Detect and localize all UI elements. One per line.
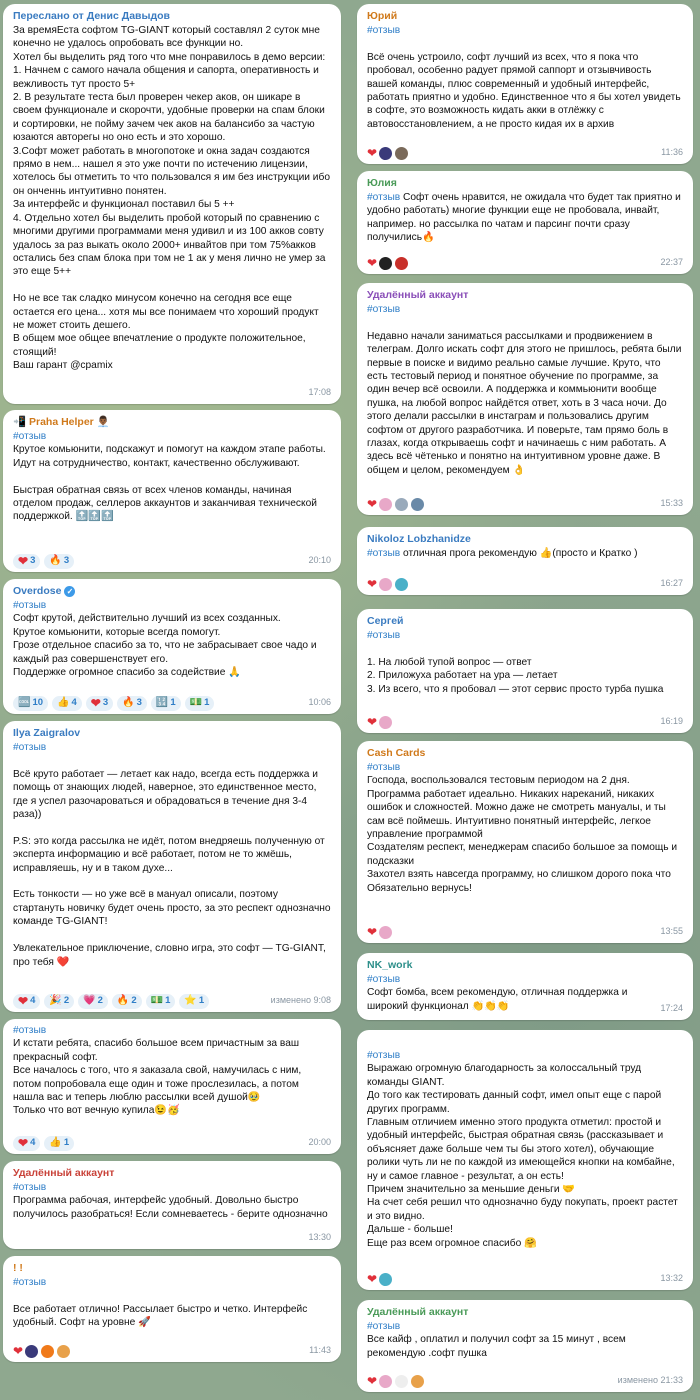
timestamp: 10:06	[308, 697, 331, 708]
reaction-heart[interactable]: ❤	[367, 1272, 378, 1286]
timestamp: 13:30	[308, 1232, 331, 1243]
hashtag-link[interactable]: #отзыв	[367, 974, 401, 985]
message-bubble[interactable]	[357, 1030, 693, 1290]
message-text: Крутое комьюнити, подскажут и помогут на каждом этапе работы. Идут на сотрудничество, контакт, качественно обслуживают. Быстрая обратная связь от всех членов команды, начиная отделом продаж, селлеров аккаунтов и заканчивая технической поддержкой. 🔝🔝🔝	[13, 444, 326, 523]
reaction-heart[interactable]: ❤ 3	[86, 696, 113, 711]
timestamp: изменено 9:08	[270, 995, 331, 1006]
avatar	[394, 497, 409, 512]
message-bubble[interactable]	[3, 721, 341, 1012]
reaction-fire[interactable]: 🔥 3	[44, 554, 74, 569]
reactions	[367, 577, 409, 592]
message-text: #отзыв отличная прога рекомендую 👍(просто и Кратко )	[367, 548, 638, 559]
message-bubble[interactable]	[357, 4, 693, 164]
avatar	[410, 1374, 425, 1389]
reaction-heart[interactable]: ❤ 4	[13, 994, 40, 1009]
message-text: Недавно начали заниматься рассылками и продвижением в телеграм. Долго искать софт для этого не пришлось, ребята были первые в поиске и видимо реально самые лучшие. Круто, что есть тестовый период и понятное обучение по программе, за один вечер всё освоили. А поддержка и коммьюнити вообще пушка, на любой вопрос найдётся ответ, хоть в 3 часа ночи. До этого делали рассылки в инстаграм и пользовались другим софтом от другого разработчика. И поверьте, там прямо боль в глазах, когда открываешь софт и начинаешь с ним работать. А здесь всё чётенько и понятно на интуитивном уровне даже. В общем и целом, рекомендуем 👌	[367, 330, 682, 476]
reactions	[367, 1374, 425, 1389]
reaction-chip[interactable]: 🔢 1	[151, 696, 181, 711]
avatar	[394, 577, 409, 592]
reactions	[367, 256, 409, 271]
reactions	[367, 925, 393, 940]
sender-name[interactable]: Сергей	[367, 615, 404, 627]
hashtag-link[interactable]: #отзыв	[13, 1182, 47, 1193]
sender-name[interactable]: Cash Cards	[367, 747, 426, 759]
hashtag-link[interactable]: #отзыв	[367, 192, 401, 203]
reaction-chip[interactable]: 💗 2	[78, 994, 108, 1009]
hashtag-link[interactable]: #отзыв	[13, 1025, 47, 1036]
timestamp: 16:27	[660, 578, 683, 589]
message-text: Выражаю огромную благодарность за колоссальный труд команды GIANT. До того как тестировать данный софт, имел опыт еще с парой других программ. Главным отличием именно этого продукта отметил: простой и удобный интерфейс, быстрая обратная связь (рассказывает и объясняет даже больше чем ты бы этого хотел), обучающие ролики чуть ли не по каждой из имеющейся кнопки на комбайне, ну и самое главное - результат, а он есть! Причем значительно за меньшие деньги 🤝 На счет себя решил что однозначно буду покупать, проект растет и это видно. Дальше - больше! Еще раз всем огромное спасибо 🤗	[367, 1063, 678, 1249]
reaction-heart[interactable]: ❤	[367, 925, 378, 939]
avatar	[378, 1272, 393, 1287]
hashtag-link[interactable]: #отзыв	[367, 762, 401, 773]
avatar	[394, 256, 409, 271]
timestamp: изменено 21:33	[617, 1375, 683, 1386]
message-text: Господа, воспользовался тестовым периодом на 2 дня. Программа работает идеально. Никаких нареканий, никаких ошибок и сложностей. Можно даже не смотреть мануалы, и ты сам всё поймешь. Интуитивно понятный интерфейс, легкое управление программой Создателям респект, менеджерам спасибо большое за помощь и подсказки Захотел взять навсегда программу, но слишком дорого пока что Обязательно вернусь!	[367, 775, 678, 894]
avatar	[378, 256, 393, 271]
message-text: Все работает отлично! Рассылает быстро и четко. Интерфейс удобный. Софт на уровне 🚀	[13, 1303, 308, 1329]
avatar	[56, 1344, 71, 1359]
reaction-heart[interactable]: ❤	[367, 256, 378, 270]
message-bubble[interactable]	[3, 1256, 341, 1362]
sender-name[interactable]: Удалённый аккаунт	[13, 1167, 115, 1179]
timestamp: 16:19	[660, 716, 683, 727]
reactions	[367, 1272, 393, 1287]
reactions	[13, 696, 214, 711]
hashtag-link[interactable]: #отзыв	[13, 600, 47, 611]
sender-name[interactable]: NK_work	[367, 959, 413, 971]
message-bubble[interactable]	[357, 741, 693, 943]
reaction-heart[interactable]: ❤	[367, 146, 378, 160]
reaction-chip[interactable]: 🔥 3	[117, 696, 147, 711]
reaction-chip[interactable]: 🔥 2	[112, 994, 142, 1009]
reaction-chip[interactable]: 💵 1	[146, 994, 176, 1009]
reactions	[367, 715, 393, 730]
avatar	[378, 1374, 393, 1389]
reaction-chip[interactable]: 🎉 2	[44, 994, 74, 1009]
avatar	[378, 715, 393, 730]
message-bubble[interactable]	[357, 283, 693, 515]
sender-name[interactable]: 📲 Praha Helper 👨🏾‍💼	[13, 416, 110, 428]
timestamp: 17:24	[660, 1003, 683, 1014]
sender-name[interactable]: Удалённый аккаунт	[367, 289, 469, 301]
message-text: 1. На любой тупой вопрос — ответ 2. Приложуха работает на ура — летает 3. Из всего, что я пробовал — этот сервис просто турба пушка	[367, 656, 664, 695]
reaction-chip[interactable]: 👍 1	[44, 1136, 74, 1151]
reaction-chip[interactable]: 🆒 10	[13, 696, 48, 711]
message-bubble[interactable]	[3, 4, 341, 404]
message-text: Все кайф , оплатил и получил софт за 15 минут , всем рекомендую .софт пушка	[367, 1334, 629, 1359]
message-bubble[interactable]	[357, 1300, 693, 1392]
reaction-heart[interactable]: ❤	[367, 577, 378, 591]
avatar	[394, 1374, 409, 1389]
reaction-heart[interactable]: ❤ 3	[13, 554, 40, 569]
avatar	[378, 577, 393, 592]
avatar	[378, 925, 393, 940]
timestamp: 17:08	[308, 387, 331, 398]
hashtag-link[interactable]: #отзыв	[367, 548, 401, 559]
verified-icon: ✓	[64, 586, 75, 597]
avatar	[394, 146, 409, 161]
message-text: За времяЕста софтом TG-GIANT который составлял 2 суток мне конечно не удалось опробовать все функции но. Хотел бы выделить ряд того что мне понравилось в демо версии: 1. Начнем с самого начала общения и сапорта, оперативность и вежливость тут просто 5+ 2. В результате теста был проверен чекер аков, он шикаре в своем функционале и скорочти, удобные проверки на спам блоки и сортировки, не пойму зачем чек аков на балансибо за частую юзаются авторегы но оно есть и это хорошо. 3.Софт может работать в многопотоке и окна задач создаются прямо в нем... нашел я это уже почти по истечению лицензии, хотелось бы отметить то что пользовался я им без инструкции ибо он онченнь интуитивно понятен. За интерфейс и функционал поставил бы 5 ++ 4. Отдельно хотел бы выделить пробой который по сравнению с многими другими программами меня удивил и из 100 акков совту удалось за раз выкать около 2000+ инвайтов при том 75%акков остались без спам блока при том не 1 ак у меня лично не умер за это еще 5++ Но не все так сладко минусом конечно на сегодня все еще остается его цена... хотя мы все понимаем что хороший продукт не может стоить дешего. В общем мое общее впечатление о продукте положительное, стоящий! Ваш гарант @cpamix	[13, 25, 330, 372]
message-text: Всё круто работает — летает как надо, всегда есть поддержка и помощь от знающих людей, наверное, это единственное место, где я успел разочароваться и обрадоваться в течение дня 3-4 раза)) P.S: это когда рассылка не идёт, потом внедряешь полученную от эксперта информацию и всё работает, потом не то жмёшь, исправляешь, ну и в таком духе... Есть тонкости — но уже всё в мануал описали, поэтому стартануть новичку будет очень просто, за это респект однозначно команде TG-GIANT! Увлекательное приключение, словно игра, это софт — TG-GIANT, про тебя ❤️	[13, 768, 331, 968]
reactions	[13, 994, 209, 1009]
avatar	[24, 1344, 39, 1359]
sender-name[interactable]: Overdose ✓	[13, 584, 331, 598]
reaction-chip[interactable]: 💵 1	[185, 696, 215, 711]
avatar	[40, 1344, 55, 1359]
message-text: Всё очень устроило, софт лучший из всех, что я пока что пробовал, особенно радует прямой саппорт и отзывчивость вашей команды, плюс современный и удобный интерфейс, работать приятно и удобно. Единственное что я бы хотел увидеть в софте, это возможность кидать акки в отлёжку с автовосстановлением, а не просто кидая их в архив	[367, 51, 681, 130]
reactions	[13, 1136, 74, 1151]
reaction-chip[interactable]: ⭐ 1	[179, 994, 209, 1009]
timestamp: 13:55	[660, 926, 683, 937]
sender-name[interactable]: Юрий	[367, 10, 398, 22]
reactions	[13, 554, 74, 569]
sender-name[interactable]: ! !	[13, 1262, 23, 1274]
hashtag-link[interactable]: #отзыв	[367, 1321, 401, 1332]
timestamp: 20:10	[308, 555, 331, 566]
avatar	[378, 146, 393, 161]
timestamp: 15:33	[660, 498, 683, 509]
hashtag-link[interactable]: #отзыв	[367, 25, 401, 36]
hashtag-link[interactable]: #отзыв	[367, 304, 401, 315]
message-bubble[interactable]	[3, 410, 341, 572]
message-text: #отзыв Софт очень нравится, не ожидала что будет так приятно и удобно работать) многие функции еще не пробовала, инвайт, например. но рассылка по чатам и парсинг почти сразу получились🔥	[367, 192, 684, 244]
reaction-heart[interactable]: ❤	[367, 1374, 378, 1388]
reaction-heart[interactable]: ❤	[367, 497, 378, 511]
hashtag-link[interactable]: #отзыв	[13, 1277, 47, 1288]
message-bubble[interactable]	[3, 1019, 341, 1154]
sender-name[interactable]: Nikoloz Lobzhanidze	[367, 533, 471, 545]
reactions	[367, 497, 425, 512]
reactions	[13, 1344, 71, 1359]
reaction-heart[interactable]: ❤	[367, 715, 378, 729]
message-bubble[interactable]	[3, 579, 341, 714]
reaction-heart[interactable]: ❤	[13, 1344, 24, 1358]
message-bubble[interactable]	[3, 1161, 341, 1249]
avatar	[378, 497, 393, 512]
sender-name[interactable]: Удалённый аккаунт	[367, 1306, 469, 1318]
hashtag-link[interactable]: #отзыв	[367, 1050, 401, 1061]
hashtag-link[interactable]: #отзыв	[13, 742, 47, 753]
sender-name[interactable]: Переслано от Денис Давыдов	[13, 10, 171, 22]
hashtag-link[interactable]: #отзыв	[367, 630, 401, 641]
message-bubble[interactable]	[357, 527, 693, 595]
timestamp: 13:32	[660, 1273, 683, 1284]
message-text: И кстати ребята, спасибо большое всем причастным за ваш прекрасный софт. Все началось с того, что я заказала свой, намучилась с ним, потом попробовала еще один и тоже прослезилась, а потом нашла вас и теперь люблю рассылки всей душой🥹 Только что вот вечную купила😉🥳	[13, 1038, 302, 1117]
avatar	[410, 497, 425, 512]
timestamp: 22:37	[660, 257, 683, 268]
timestamp: 11:43	[309, 1345, 331, 1356]
message-text: Программа рабочая, интерфейс удобный. Довольно быстро получилось разобраться! Если сомневаетесь - берите однозначно	[13, 1195, 328, 1220]
sender-name[interactable]: Юлия	[367, 177, 397, 189]
sender-name[interactable]: Ilya Zaigralov	[13, 727, 81, 739]
message-bubble[interactable]	[357, 609, 693, 733]
message-text: Софт крутой, действительно лучший из всех созданных. Крутое комьюнити, которые всегда помогут. Грозе отдельное спасибо за то, что не забрасывает свое чадо и каждый раз совершенствует его. Поддержке огромное спасибо за содействие 🙏	[13, 613, 317, 679]
hashtag-link[interactable]: #отзыв	[13, 431, 47, 442]
message-text: Софт бомба, всем рекомендую, отличная поддержка и широкий функционал 👏👏👏	[367, 987, 631, 1012]
message-bubble[interactable]	[357, 953, 693, 1020]
timestamp: 20:00	[308, 1137, 331, 1148]
reaction-chip[interactable]: 👍 4	[52, 696, 82, 711]
timestamp: 11:36	[661, 147, 683, 158]
reaction-heart[interactable]: ❤ 4	[13, 1136, 40, 1151]
message-bubble[interactable]	[357, 171, 693, 274]
reactions	[367, 146, 409, 161]
